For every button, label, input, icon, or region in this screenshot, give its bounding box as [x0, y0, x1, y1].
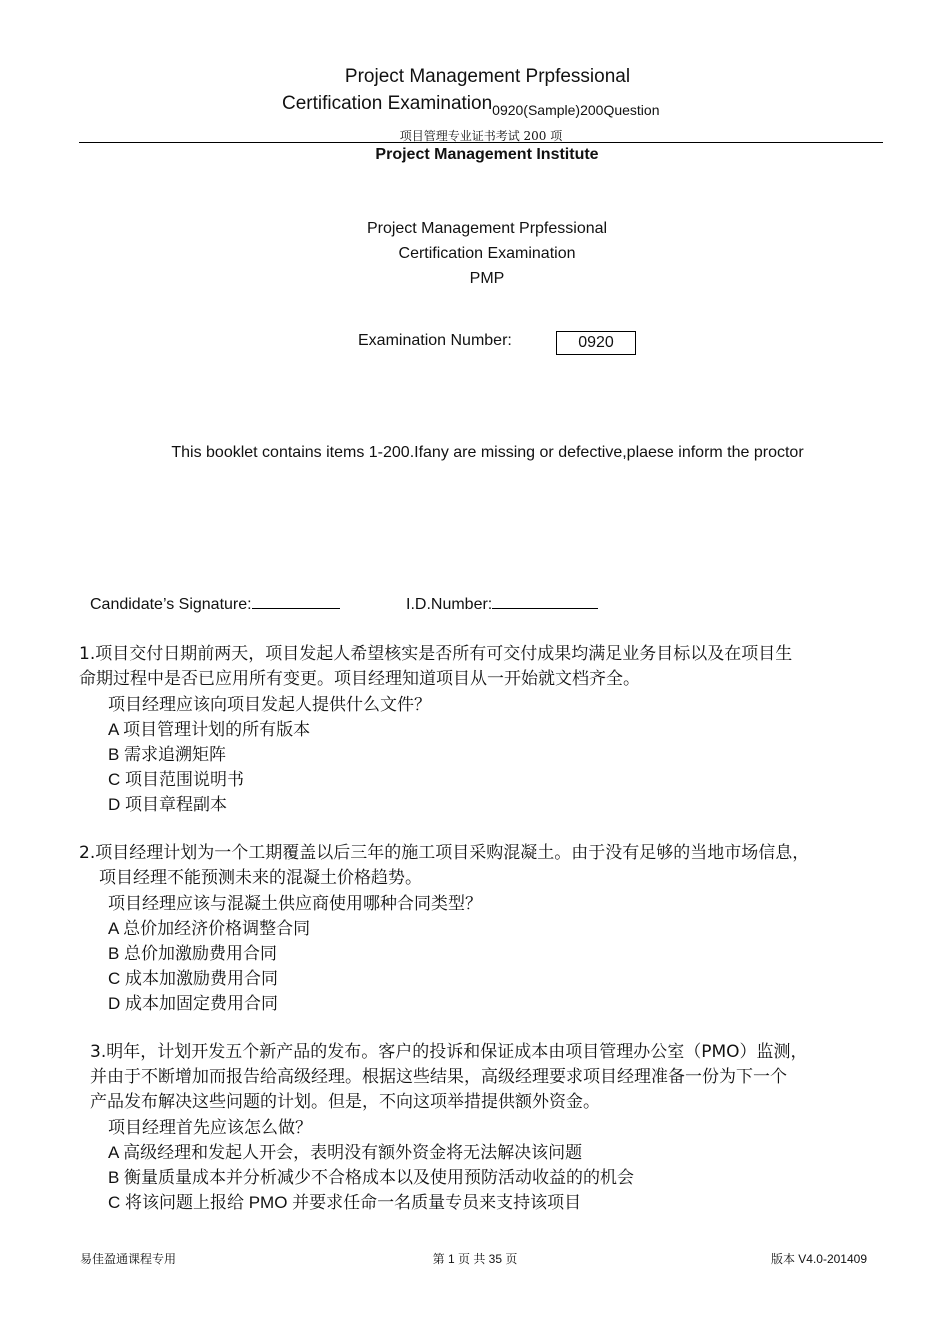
- question-1: [79, 642, 889, 692]
- option-c: C 将该问题上报给 PMO 并要求任命一名质量专员来支持该项目: [108, 1193, 582, 1212]
- cover-line3: PMP: [469, 270, 505, 287]
- document-title-line2: [282, 93, 660, 118]
- question-text: 项目经理计划为一个工期覆盖以后三年的施工项目采购混凝土。由于没有足够的当地市场信息，: [95, 843, 810, 863]
- cover-line1: Project Management Prpfessional: [366, 220, 608, 237]
- footer-page-number: 第 1 页 共 35 页: [432, 1252, 518, 1266]
- option-a: A 项目管理计划的所有版本: [108, 720, 311, 739]
- question-3: [90, 1040, 890, 1115]
- exam-number-box: 0920: [556, 331, 636, 355]
- document-title-line1: Project Management Prpfessional: [344, 66, 631, 87]
- footer-version: 版本 V4.0-201409: [770, 1252, 867, 1266]
- question-prompt: 项目经理应该与混凝土供应商使用哪种合同类型？: [108, 894, 482, 913]
- question-prompt: 项目经理应该向项目发起人提供什么文件？: [108, 695, 431, 714]
- institute-name: Project Management Institute: [375, 146, 599, 163]
- signature-field: [90, 594, 340, 614]
- option-c: C 成本加激励费用合同: [108, 969, 278, 988]
- question-3-options: [108, 1115, 634, 1215]
- signature-blank: [252, 594, 340, 609]
- question-text-line: [79, 642, 889, 667]
- question-text-line: 产品发布解决这些问题的计划。但是，不向这项举措提供额外资金。: [90, 1092, 600, 1112]
- question-text-line: 命期过程中是否已应用所有变更。项目经理知道项目从一开始就文档齐全。: [79, 669, 640, 689]
- question-text-line: [90, 1040, 890, 1065]
- signature-label: Candidate’s Signature:: [90, 596, 252, 613]
- option-b: B 需求追溯矩阵: [108, 745, 227, 764]
- id-number-label: I.D.Number:: [406, 596, 493, 613]
- question-text: 项目交付日期前两天，项目发起人希望核实是否所有可交付成果均满足业务目标以及在项目生: [95, 644, 793, 664]
- option-a: A 总价加经济价格调整合同: [108, 919, 311, 938]
- id-number-field: [406, 594, 598, 614]
- exam-number-label: Examination Number:: [358, 332, 512, 349]
- question-number: 1.: [79, 644, 96, 664]
- document-title-main: Certification Examination: [282, 93, 493, 114]
- booklet-notice: This booklet contains items 1-200.Ifany are missing or defective,plaese inform the proctor: [171, 444, 804, 461]
- option-b: B 总价加激励费用合同: [108, 944, 278, 963]
- question-number: 2.: [79, 843, 96, 863]
- option-d: D 项目章程副本: [108, 795, 227, 814]
- chinese-subtitle: 项目管理专业证书考试 200 项: [399, 129, 563, 143]
- document-title-suffix: 0920(Sample)200Question: [492, 102, 660, 118]
- option-c: C 项目范围说明书: [108, 770, 244, 789]
- question-text-line: 项目经理不能预测未来的混凝土价格趋势。: [99, 868, 422, 888]
- option-a: A 高级经理和发起人开会，表明没有额外资金将无法解决该问题: [108, 1143, 583, 1162]
- option-d: D 成本加固定费用合同: [108, 994, 278, 1013]
- question-1-options: [108, 692, 431, 817]
- question-text-line: 并由于不断增加而报告给高级经理。根据这些结果，高级经理要求项目经理准备一份为下一个: [90, 1067, 787, 1087]
- question-2-options: [108, 891, 482, 1016]
- option-b: B 衡量质量成本并分析减少不合格成本以及使用预防活动收益的的机会: [108, 1168, 635, 1187]
- footer-left: 易佳盈通课程专用: [80, 1252, 177, 1266]
- question-text: 明年，计划开发五个新产品的发布。客户的投诉和保证成本由项目管理办公室（PMO）监测，: [106, 1042, 808, 1062]
- cover-line2: Certification Examination: [398, 245, 576, 262]
- question-2: [79, 841, 889, 891]
- id-number-blank: [492, 594, 598, 609]
- question-number: 3.: [90, 1042, 107, 1062]
- question-prompt: 项目经理首先应该怎么做？: [108, 1118, 312, 1137]
- header-divider: [79, 142, 883, 143]
- question-text-line: [79, 841, 889, 866]
